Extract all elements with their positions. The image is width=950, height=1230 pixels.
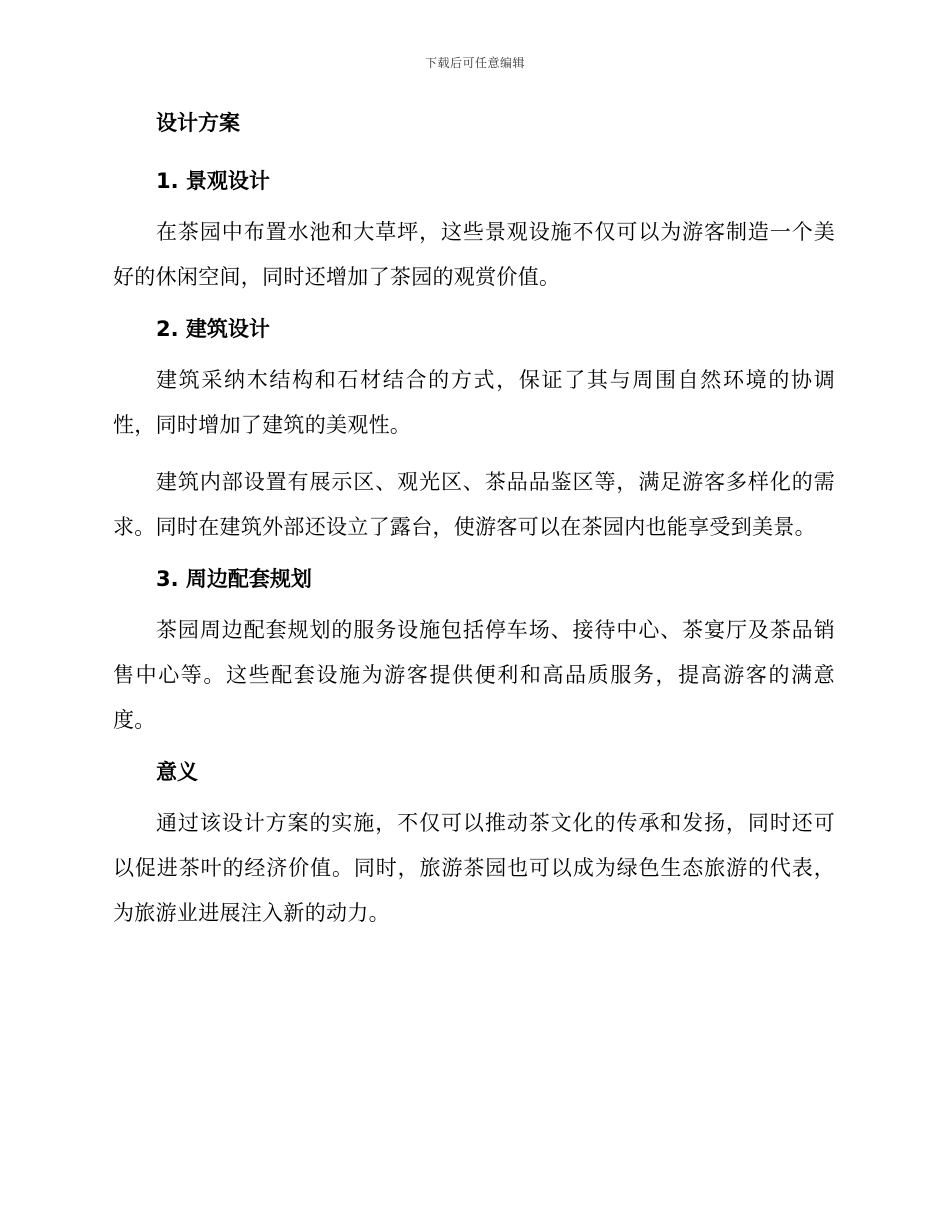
paragraph-significance: 通过该设计方案的实施，不仅可以推动茶文化的传承和发扬，同时还可以促进茶叶的经济价值。同时，旅游茶园也可以成为绿色生态旅游的代表，为旅游业进展注入新的动力。 (113, 811, 835, 925)
significance-heading: 意义 (156, 760, 198, 784)
paragraph-architecture-structure: 建筑采纳木结构和石材结合的方式，保证了其与周围自然环境的协调性，同时增加了建筑的美观性。 (113, 368, 835, 437)
paragraph-architecture-interior: 建筑内部设置有展示区、观光区、茶品品鉴区等，满足游客多样化的需求。同时在建筑外部还设立了露台，使游客可以在茶园内也能享受到美景。 (113, 470, 835, 539)
section-heading-landscape: 1. 景观设计 (156, 169, 270, 193)
document-title: 设计方案 (156, 111, 240, 135)
paragraph-surroundings: 茶园周边配套规划的服务设施包括停车场、接待中心、茶宴厅及茶品销售中心等。这些配套设施为游客提供便利和高品质服务，提高游客的满意度。 (113, 618, 835, 732)
paragraph-landscape: 在茶园中布置水池和大草坪，这些景观设施不仅可以为游客制造一个美好的休闲空间，同时还增加了茶园的观赏价值。 (113, 220, 835, 289)
section-heading-surroundings: 3. 周边配套规划 (156, 567, 312, 591)
page-header: 下载后可任意编辑 (424, 56, 525, 70)
document-body (113, 108, 835, 936)
section-heading-architecture: 2. 建筑设计 (156, 317, 270, 341)
